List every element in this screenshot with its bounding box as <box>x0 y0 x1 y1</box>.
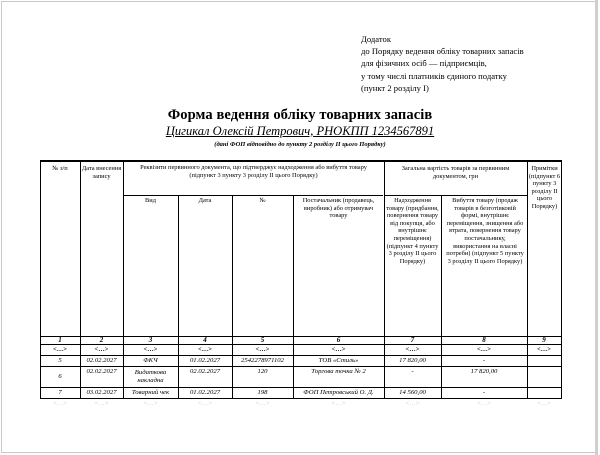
appendix-line: для фізичних осіб — підприємців, <box>361 58 487 69</box>
header-value-out: Вибуття товару (продаж товарів в безготівковій формі, внутрішнє переміщення, знищення або втрата, повернення товару постачальнику, використання на власні потреби) (підпункт 5 пункту 3 розділу II цього Порядку) <box>446 197 524 265</box>
row-value-in: - <box>411 368 414 375</box>
header-value-group: Загальна вартість товарів за первинним документом, грн <box>401 165 510 180</box>
header-entry-date: Дата внесення запису <box>81 165 122 180</box>
row-doc-number: 2542278971102 <box>241 357 284 365</box>
faint-marker: <…> <box>255 399 270 407</box>
col-number: 4 <box>203 335 207 344</box>
header-number: № з/п <box>52 165 68 172</box>
row-doc-number: 120 <box>257 368 268 375</box>
faint-marker: <…> <box>477 399 491 407</box>
faint-marker: <…> <box>53 399 67 407</box>
row-doc-date: 01.02.2027 <box>189 389 221 397</box>
faint-marker: <…> <box>537 399 551 407</box>
col-number: 5 <box>260 335 265 344</box>
ellipsis-marker: <…> <box>143 346 158 354</box>
row-doc-kind: ФКЧ <box>143 357 158 365</box>
faint-marker: <…> <box>405 399 420 407</box>
row-doc-kind: Видаткова накладна <box>134 369 167 384</box>
row-entry-date: 02.02.2027 <box>86 368 117 375</box>
row-counterparty: Торгова точка № 2 <box>311 368 366 375</box>
row-value-out: - <box>482 357 486 365</box>
ellipsis-marker: <…> <box>94 346 109 354</box>
col-number: 8 <box>482 335 486 344</box>
appendix-line: до Порядку ведення обліку товарних запасів <box>361 46 524 57</box>
row-entry-date: 03.02.2027 <box>86 389 117 397</box>
ellipsis-marker: <…> <box>537 346 551 354</box>
ellipsis-marker: <…> <box>477 346 491 354</box>
header-doc-number: № <box>259 197 266 204</box>
row-value-in: 14 560,00 <box>399 389 426 397</box>
header-value-in: Надходження товару (придбання, повернення товару від покупця, або внутрішнє переміщення) (підпункт 4 пункту 3 розділу II цього Порядку) <box>386 197 439 265</box>
header-notes: Примітки (підпункт 6 пункту 3 розділу II цього Порядку) <box>528 165 561 210</box>
row-entry-date: 02.02.2027 <box>86 357 117 365</box>
ellipsis-marker: <…> <box>331 346 346 354</box>
row-doc-kind: Товарний чек <box>131 389 170 397</box>
header-doc-kind: Вид <box>145 197 156 204</box>
ellipsis-marker: <…> <box>198 346 212 354</box>
header-document-group-label: Реквізити первинного документа, що підтверджує надходження або вибуття товару <box>140 164 367 171</box>
person-line: Цигикал Олексій Петрович, РНОКПП 1234567891 <box>165 124 435 138</box>
faint-marker: <…> <box>94 399 109 407</box>
header-counterparty: Постачальник (продавець, виробник) або отримувач товару <box>302 197 375 220</box>
row-value-in: 17 820,00 <box>399 357 426 365</box>
row-value-out: - <box>482 389 486 397</box>
col-number: 1 <box>58 335 62 344</box>
header-doc-date: Дата <box>198 197 212 204</box>
ellipsis-marker: <…> <box>405 346 420 354</box>
header-document-group <box>124 164 383 188</box>
appendix-line: Додаток <box>361 34 391 44</box>
faint-marker: <…> <box>331 399 346 407</box>
col-number: 9 <box>542 335 546 344</box>
col-number: 3 <box>148 335 153 344</box>
col-number: 7 <box>410 335 415 344</box>
row-doc-date: 01.02.2027 <box>189 357 221 365</box>
appendix-line: у тому числі платників єдиного податку <box>361 70 507 81</box>
row-value-out: 17 820,00 <box>470 368 498 375</box>
row-doc-date: 02.02.2027 <box>189 368 221 375</box>
row-number: 5 <box>58 357 62 365</box>
row-counterparty: ТОВ «Стиль» <box>318 357 359 365</box>
col-number: 6 <box>336 335 341 344</box>
header-document-group-ref: (підпункт 3 пункту 3 розділу II цього Порядку) <box>189 171 318 179</box>
row-doc-number: 198 <box>257 389 268 397</box>
row-number: 6 <box>58 373 62 381</box>
row-counterparty: ФОП Петровський О. Д. <box>303 389 374 397</box>
form-title: Форма ведення обліку товарних запасів <box>167 107 433 123</box>
faint-marker: <…> <box>143 399 158 407</box>
row-number: 7 <box>58 389 62 397</box>
col-number: 2 <box>99 335 104 344</box>
ellipsis-marker: <…> <box>53 346 67 354</box>
person-note: (дані ФОП відповідно до пункту 2 розділу II цього Порядку) <box>214 141 386 148</box>
ellipsis-marker: <…> <box>255 346 270 354</box>
appendix-line: (пункт 2 розділу I) <box>361 82 429 93</box>
faint-marker: <…> <box>198 399 212 407</box>
